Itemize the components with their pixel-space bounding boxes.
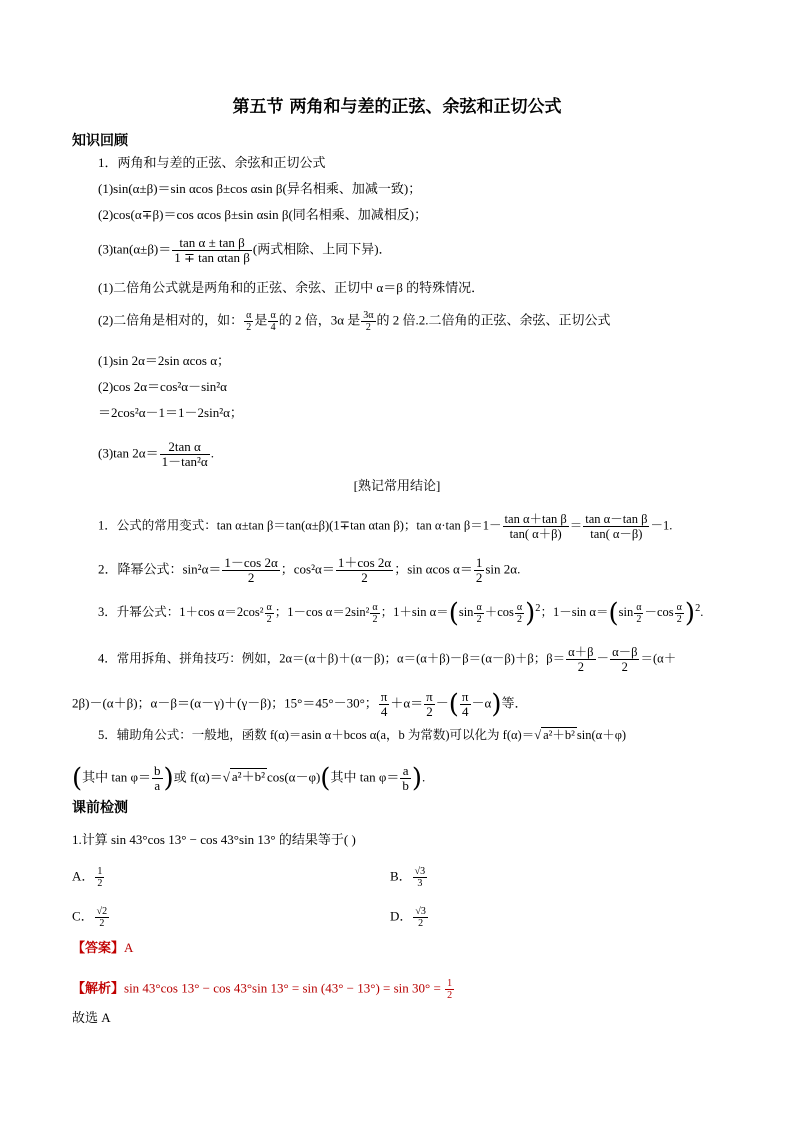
formula-sin-sum: (1)sin(α±β)＝sin αcos β±cos αsin β(异名相乘、加减一致)； — [98, 181, 422, 196]
question-stem: 1.计算 sin 43°cos 13° − cos 43°sin 13° 的结果等于( ) — [72, 832, 356, 847]
conclusion-4: 4．常用拆角、拼角技巧：例如，2α＝(α＋β)＋(α－β)；α＝(α＋β)－β＝(α－β)＋β；β＝ $\frac{\alpha+\beta}{2}$ － $\frac{\alpha-\beta}{2}$ ＝(α＋ — [98, 645, 677, 674]
formula-tan-sum: (3)tan(α±β)＝ $\frac{\text{tan α ± tan β}}{\text{1 ∓ tan αtan β}}$ (两式相除、上同下异)． — [98, 235, 392, 265]
section-heading-review: 知识回顾 — [72, 133, 128, 149]
option-b: B． $\frac{√3}{3}$ — [390, 866, 426, 889]
option-d: D． $\frac{√3}{2}$ — [390, 906, 426, 929]
answer-line — [72, 940, 133, 957]
option-a: A． $\frac{1}{2}$ — [72, 866, 103, 889]
analysis-text: sin 43°cos 13° − cos 43°sin 13° = sin (43° − 13°) = sin 30° = — [124, 980, 445, 996]
conclusion-1: 1．公式的常用变式：tan α±tan β＝tan(α±β)(1∓tan αtan β)；tan α·tan β＝1－ $\frac{\text{tan α＋tan β}}{\tan( \alpha+\beta)}$ ＝ $\frac{\text{tan α－tan β}}{\tan( \alpha-\beta)}$ －1. — [98, 512, 673, 541]
conclusions-header: [熟记常用结论] — [353, 478, 441, 493]
double-cos-alt: ＝2cos²α－1＝1－2sin²α； — [98, 405, 243, 420]
conclusion-choice: 故选 A — [72, 1010, 111, 1025]
conclusion-5: 5．辅助角公式：一般地，函数 f(α)＝asin α＋bcos α(a，b 为常数)可以化为 f(α)＝√ a²＋b² sin(α＋φ) — [98, 728, 627, 742]
fraction: $\frac{\text{tan α ± tan β}}{\text{1 ∓ tan αtan β}}$ — [174, 235, 250, 265]
conclusion-3: 3．升幂公式：1＋cos α＝2cos² $\frac{\alpha}{2}$ ；1－cos α＝2sin² $\frac{\alpha}{2}$ ；1＋sin α＝(sin $\frac{\alpha}{2}$ ＋cos $\frac{\alpha}{2}$ )$^2$；1－sin α＝(sin $\frac{\alpha}{2}$ －cos $\frac{\alpha}{2}$ )$^2$. — [98, 598, 704, 629]
conclusion-4-cont: 2β)－(α＋β)；α－β＝(α－γ)＋(γ－β)；15°＝45°－30°； $\frac{\pi}{4}$ ＋α＝ $\frac{\pi}{2}$ －( $\frac{\pi}{4}$ －α)等． — [72, 689, 528, 720]
double-tan: (3)tan 2α＝ $\frac{\text{2tan α}}{\text{1－tan²α}}$ . — [98, 439, 214, 469]
analysis-line: 【解析】sin 43°cos 13° − cos 43°sin 13° = sin (43° − 13°) = sin 30° = $\frac{1}{2}$ — [72, 978, 453, 1001]
formula-cos-sum: (2)cos(α∓β)＝cos αcos β±sin αsin β(同名相乘、加减相反)； — [98, 207, 428, 222]
note-2: (2)二倍角是相对的，如： $\frac{\alpha}{2}$ 是 $\frac{\alpha}{4}$ 的 2 倍，3α 是 $\frac{3\alpha}{2}$ 的 2 倍.2.二倍角的正弦、余弦、正切公式 — [98, 310, 611, 333]
conclusion-2: 2．降幂公式：sin²α＝ $\frac{1-\cos 2\alpha}{2}$ ；cos²α＝ $\frac{1+\cos 2\alpha}{2}$ ；sin αcos α＝ $\frac{1}{2}$ sin 2α. — [98, 555, 521, 585]
section-heading-pretest: 课前检测 — [72, 800, 128, 816]
answer-tag: 【答案】 — [72, 941, 125, 956]
note-1: (1)二倍角公式就是两角和的正弦、余弦、正切中 α＝β 的特殊情况． — [98, 280, 485, 295]
review-item-1: 1．两角和与差的正弦、余弦和正切公式 — [98, 155, 326, 170]
page-title: 第五节 两角和与差的正弦、余弦和正切公式 — [232, 97, 562, 117]
answer-value: A — [124, 940, 134, 955]
double-sin: (1)sin 2α＝2sin αcos α； — [98, 353, 231, 368]
double-cos: (2)cos 2α＝cos²α－sin²α — [98, 379, 227, 394]
option-c: C． $\frac{√2}{2}$ — [72, 906, 108, 929]
analysis-tag: 【解析】 — [72, 981, 125, 997]
conclusion-5-cont: (其中 tan φ＝ $\frac{b}{a}$ )或 f(α)＝√ a²＋b² cos(α－φ)(其中 tan φ＝ $\frac{a}{b}$ ). — [72, 763, 426, 794]
